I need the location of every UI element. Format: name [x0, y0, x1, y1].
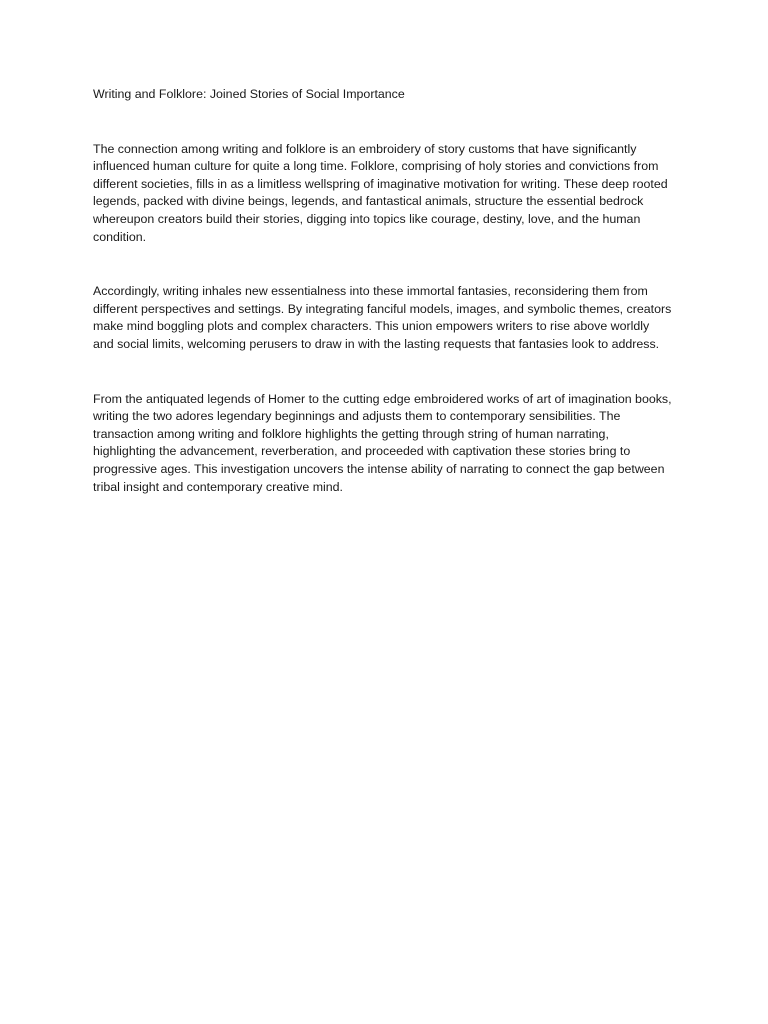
paragraph-2: Accordingly, writing inhales new essentialness into these immortal fantasies, reconsidering them from different perspectives and settings. By integrating fanciful models, images, and symbolic themes, creators make mind boggling plots and complex characters. This union empowers writers to rise above worldly and social limits, welcoming perusers to draw in with the lasting requests that fantasies look to address.	[93, 284, 672, 351]
document-title: Writing and Folklore: Joined Stories of Social Importance	[93, 87, 405, 101]
document-body	[93, 86, 673, 533]
paragraph-3: From the antiquated legends of Homer to the cutting edge embroidered works of art of imagination books, writing the two adores legendary beginnings and adjusts them to contemporary sensibilities. The transaction among writing and folklore highlights the getting through string of human narrating, highlighting the advancement, reverberation, and proceeded with captivation these stories bring to progressive ages. This investigation uncovers the intense ability of narrating to connect the gap between tribal insight and contemporary creative mind.	[93, 391, 672, 494]
paragraph-1: The connection among writing and folklore is an embroidery of story customs that have significantly influenced human culture for quite a long time. Folklore, comprising of holy stories and convictions from different societies, fills in as a limitless wellspring of imaginative motivation for writing. These deep rooted legends, packed with divine beings, legends, and fantastical animals, structure the essential bedrock whereupon creators build their stories, digging into topics like courage, destiny, love, and the human condition.	[93, 141, 668, 244]
